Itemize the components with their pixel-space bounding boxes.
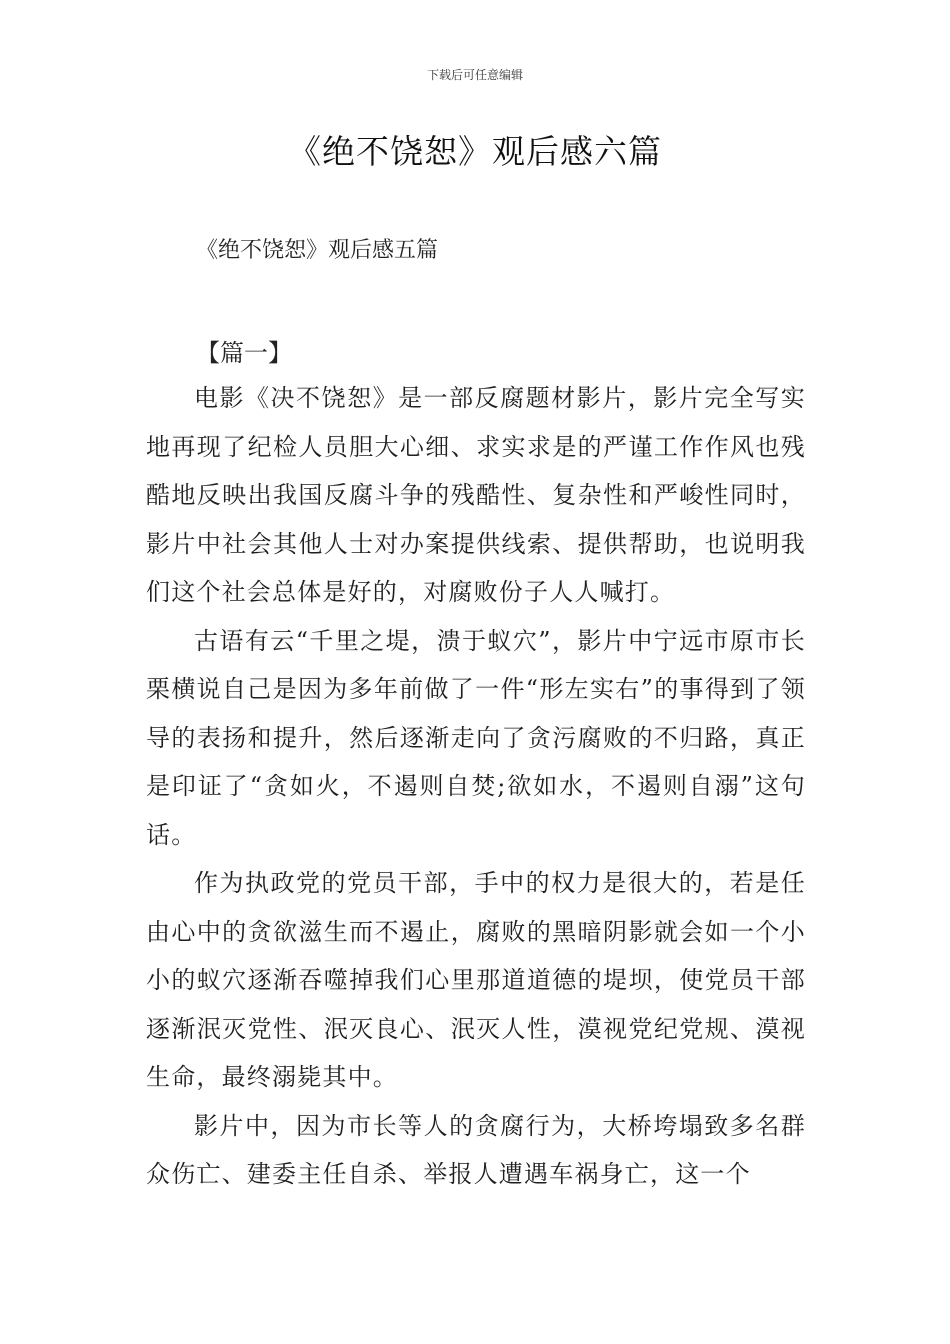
document-subtitle: 《绝不饶恕》观后感五篇 bbox=[196, 238, 439, 263]
header-note: 下载后可任意编辑 bbox=[426, 68, 523, 82]
paragraph-3: 作为执政党的党员干部，手中的权力是很大的，若是任由心中的贪欲滋生而不遏止，腐败的黑暗阴影就会如一个小小的蚁穴逐渐吞噬掉我们心里那道道德的堤坝，使党员干部逐渐泯灭党性、泯灭良心、泯灭人性，漠视党纪党规、漠视生命，最终溺毙其中。 bbox=[146, 869, 806, 1091]
paragraph-4: 影片中，因为市长等人的贪腐行为，大桥垮塌致多名群众伤亡、建委主任自杀、举报人遭遇车祸身亡，这一个 bbox=[146, 1111, 806, 1188]
paragraph-1: 电影《决不饶恕》是一部反腐题材影片，影片完全写实地再现了纪检人员胆大心细、求实求是的严谨工作作风也残酷地反映出我国反腐斗争的残酷性、复杂性和严峻性同时，影片中社会其他人士对办案提供线索、提供帮助，也说明我们这个社会总体是好的，对腐败份子人人喊打。 bbox=[146, 384, 806, 606]
section-label: 【篇一】 bbox=[196, 339, 292, 367]
document-body bbox=[146, 374, 806, 1199]
paragraph-2: 古语有云“千里之堤，溃于蚁穴”，影片中宁远市原市长栗横说自己是因为多年前做了一件“形左实右”的事得到了领导的表扬和提升，然后逐渐走向了贪污腐败的不归路，真正是印证了“贪如火，不遏则自焚;欲如水，不遏则自溺”这句话。 bbox=[146, 626, 806, 849]
document-title: 《绝不饶恕》观后感六篇 bbox=[288, 132, 662, 171]
